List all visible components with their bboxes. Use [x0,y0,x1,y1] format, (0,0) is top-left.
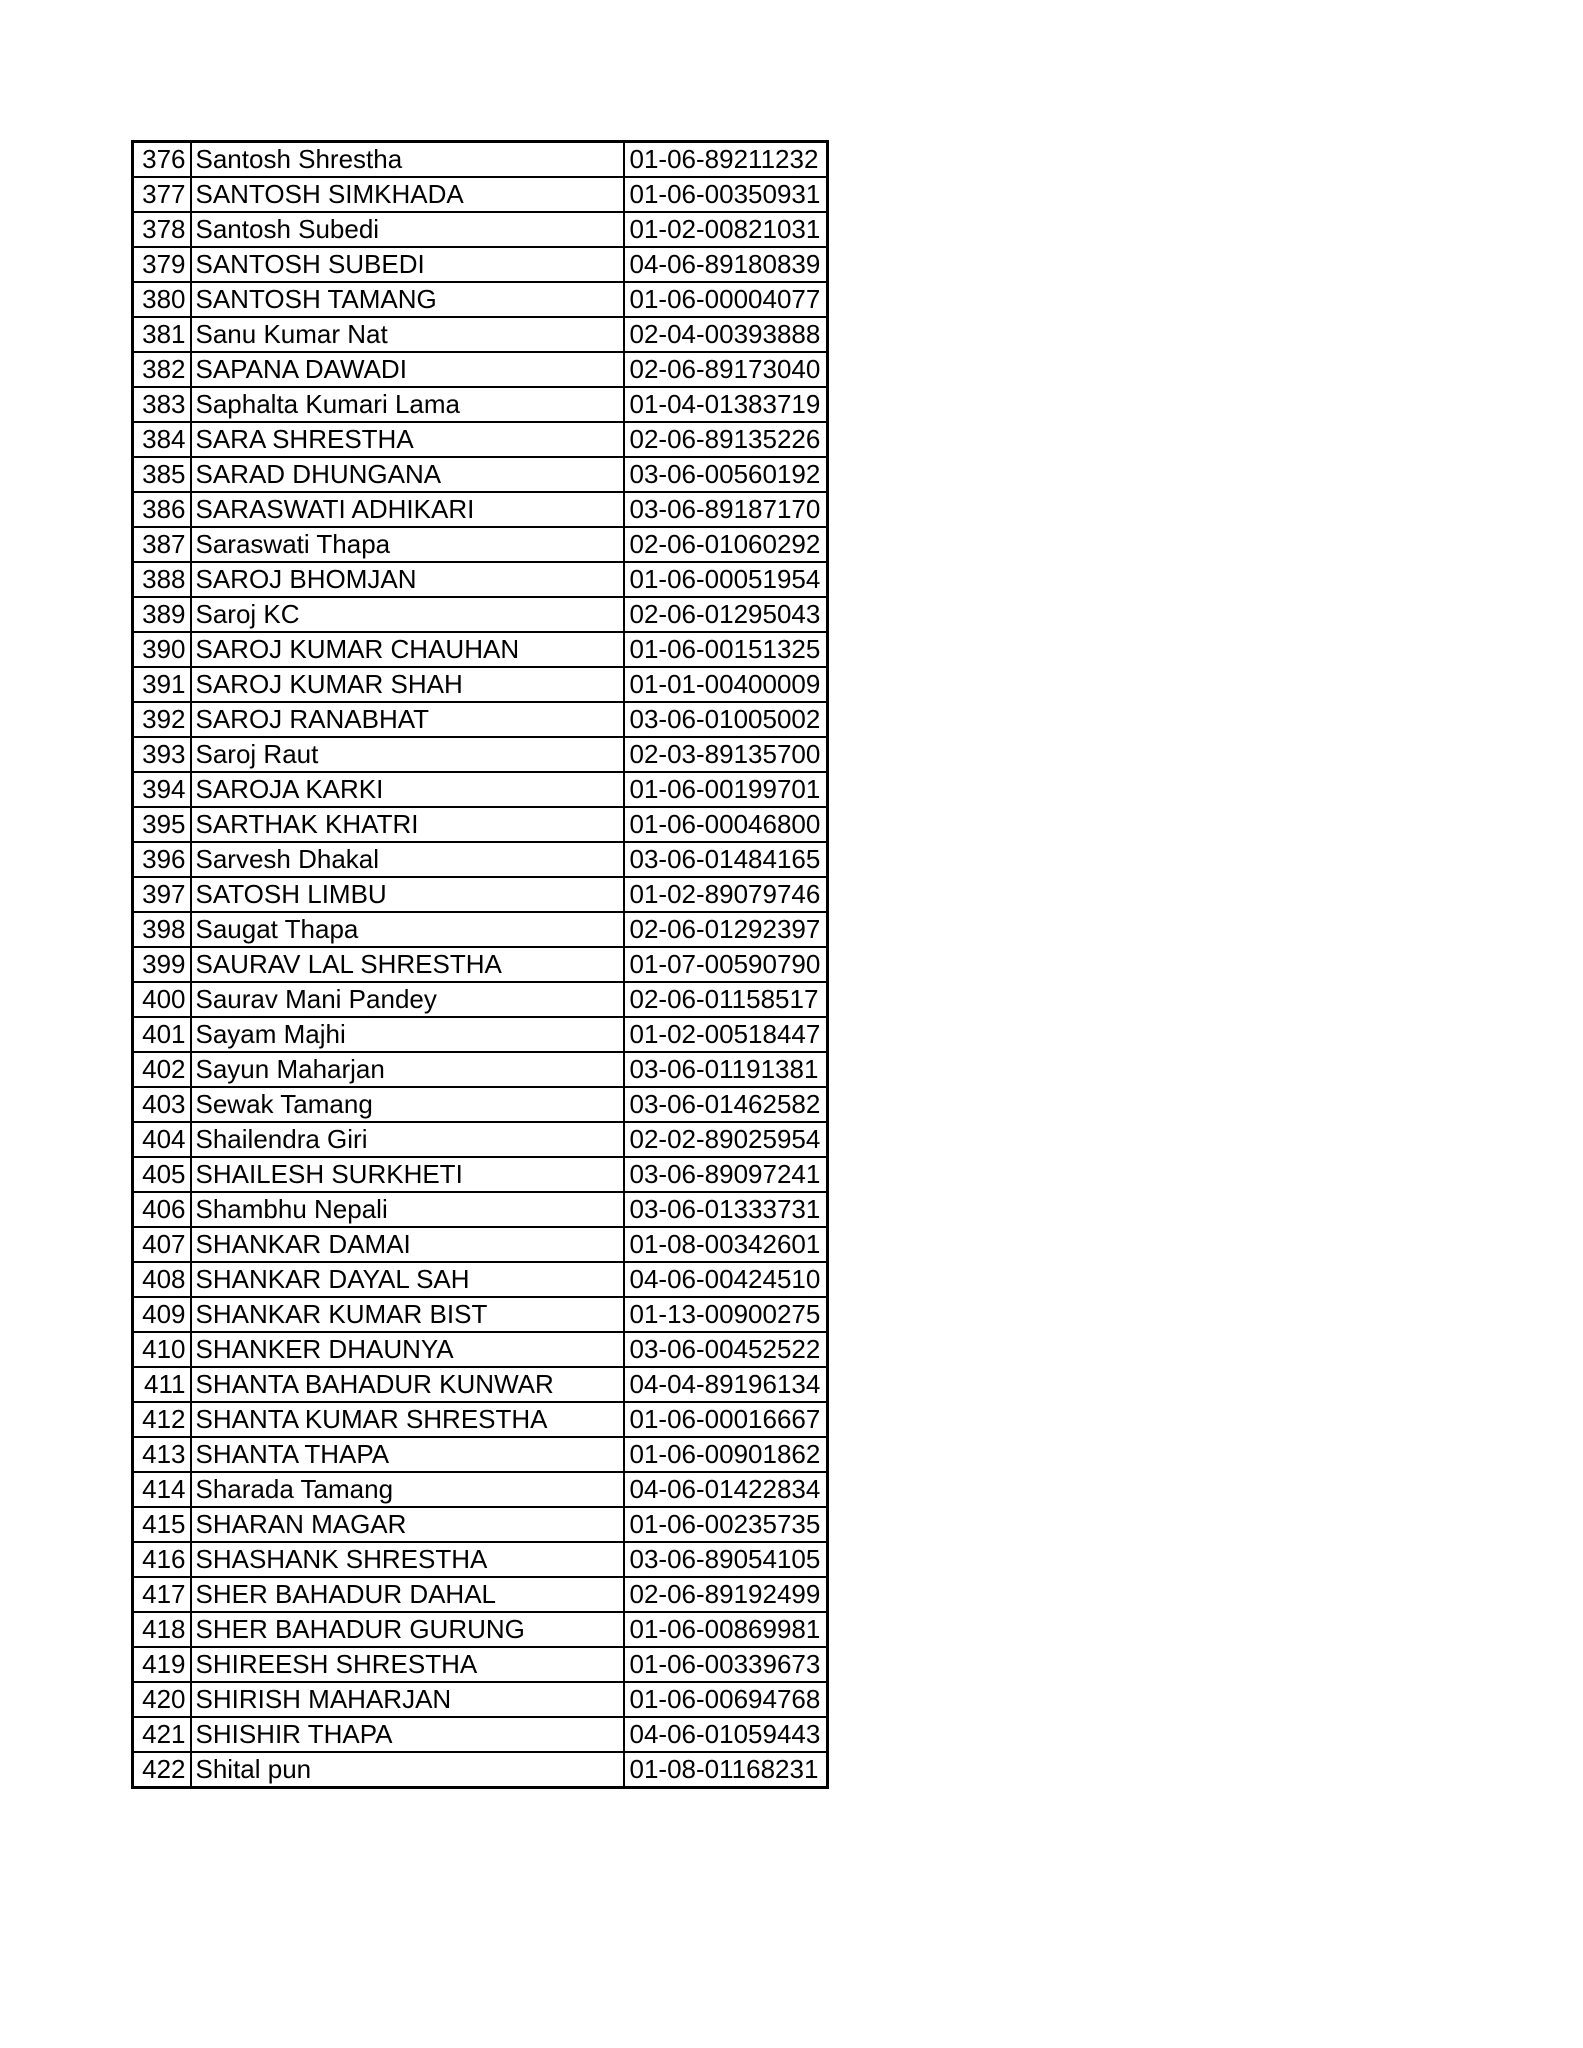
serial-number-cell: 405 [133,1157,191,1192]
table-row [133,1472,828,1507]
table-row [133,492,828,527]
table-row [133,597,828,632]
serial-number-cell: 415 [133,1507,191,1542]
person-name-cell: Shailendra Giri [191,1122,624,1157]
serial-number-cell: 383 [133,387,191,422]
table-row [133,1682,828,1717]
id-code-cell: 02-04-00393888 [624,317,828,352]
table-row [133,1122,828,1157]
person-name-cell: SHISHIR THAPA [191,1717,624,1752]
table-row [133,177,828,212]
id-code-cell: 01-08-00342601 [624,1227,828,1262]
person-name-cell: SATOSH LIMBU [191,877,624,912]
id-code-cell: 01-08-01168231 [624,1752,828,1788]
person-name-cell: SARASWATI ADHIKARI [191,492,624,527]
table-row [133,1647,828,1682]
person-name-cell: Sharada Tamang [191,1472,624,1507]
serial-number-cell: 410 [133,1332,191,1367]
table-row [133,562,828,597]
serial-number-cell: 386 [133,492,191,527]
table-row [133,1437,828,1472]
serial-number-cell: 406 [133,1192,191,1227]
person-name-cell: Saphalta Kumari Lama [191,387,624,422]
serial-number-cell: 421 [133,1717,191,1752]
serial-number-cell: 391 [133,667,191,702]
table-row [133,422,828,457]
table-row [133,247,828,282]
person-name-cell: SHARAN MAGAR [191,1507,624,1542]
id-code-cell: 04-06-00424510 [624,1262,828,1297]
id-code-cell: 03-06-01191381 [624,1052,828,1087]
serial-number-cell: 388 [133,562,191,597]
person-name-cell: SARAD DHUNGANA [191,457,624,492]
serial-number-cell: 376 [133,142,191,178]
person-name-cell: SAURAV LAL SHRESTHA [191,947,624,982]
id-code-cell: 01-06-00004077 [624,282,828,317]
id-code-cell: 01-06-00339673 [624,1647,828,1682]
table-row [133,1367,828,1402]
person-name-cell: Santosh Shrestha [191,142,624,178]
id-code-cell: 01-07-00590790 [624,947,828,982]
person-name-cell: SAPANA DAWADI [191,352,624,387]
id-code-cell: 04-06-01059443 [624,1717,828,1752]
person-name-cell: SHANTA KUMAR SHRESTHA [191,1402,624,1437]
serial-number-cell: 411 [133,1367,191,1402]
serial-number-cell: 380 [133,282,191,317]
person-name-cell: SHANTA BAHADUR KUNWAR [191,1367,624,1402]
person-name-cell: SHANKER DHAUNYA [191,1332,624,1367]
id-code-cell: 02-03-89135700 [624,737,828,772]
table-row [133,702,828,737]
person-name-cell: Saroj Raut [191,737,624,772]
id-code-cell: 03-06-01462582 [624,1087,828,1122]
serial-number-cell: 395 [133,807,191,842]
serial-number-cell: 401 [133,1017,191,1052]
id-code-cell: 01-02-00518447 [624,1017,828,1052]
serial-number-cell: 377 [133,177,191,212]
id-code-cell: 01-06-00199701 [624,772,828,807]
person-name-cell: SARTHAK KHATRI [191,807,624,842]
table-row [133,142,828,178]
id-code-cell: 01-06-89211232 [624,142,828,178]
id-code-cell: 02-06-89135226 [624,422,828,457]
serial-number-cell: 408 [133,1262,191,1297]
table-row [133,1717,828,1752]
person-name-cell: SANTOSH TAMANG [191,282,624,317]
person-name-cell: Saraswati Thapa [191,527,624,562]
serial-number-cell: 402 [133,1052,191,1087]
serial-number-cell: 418 [133,1612,191,1647]
id-code-cell: 03-06-00452522 [624,1332,828,1367]
id-code-cell: 01-06-00235735 [624,1507,828,1542]
serial-number-cell: 404 [133,1122,191,1157]
person-name-cell: Saurav Mani Pandey [191,982,624,1017]
id-code-cell: 03-06-00560192 [624,457,828,492]
person-name-cell: SAROJA KARKI [191,772,624,807]
person-name-cell: SHAILESH SURKHETI [191,1157,624,1192]
person-name-cell: SANTOSH SUBEDI [191,247,624,282]
person-name-cell: Saugat Thapa [191,912,624,947]
id-code-cell: 01-01-00400009 [624,667,828,702]
serial-number-cell: 378 [133,212,191,247]
person-name-cell: Sewak Tamang [191,1087,624,1122]
person-name-cell: SHIREESH SHRESTHA [191,1647,624,1682]
table-row [133,317,828,352]
serial-number-cell: 417 [133,1577,191,1612]
person-name-cell: Sayam Majhi [191,1017,624,1052]
id-code-cell: 03-06-01484165 [624,842,828,877]
id-code-cell: 01-06-00151325 [624,632,828,667]
table-row [133,282,828,317]
serial-number-cell: 394 [133,772,191,807]
table-row [133,1402,828,1437]
id-code-cell: 01-06-00350931 [624,177,828,212]
id-code-cell: 02-06-01158517 [624,982,828,1017]
id-code-cell: 03-06-89054105 [624,1542,828,1577]
table-row [133,1612,828,1647]
table-row [133,1332,828,1367]
id-code-cell: 03-06-89187170 [624,492,828,527]
table-row [133,352,828,387]
person-name-cell: Sanu Kumar Nat [191,317,624,352]
id-code-cell: 01-06-00869981 [624,1612,828,1647]
id-code-cell: 01-04-01383719 [624,387,828,422]
serial-number-cell: 397 [133,877,191,912]
serial-number-cell: 420 [133,1682,191,1717]
serial-number-cell: 403 [133,1087,191,1122]
serial-number-cell: 390 [133,632,191,667]
serial-number-cell: 381 [133,317,191,352]
person-name-cell: SHANKAR DAYAL SAH [191,1262,624,1297]
serial-number-cell: 379 [133,247,191,282]
table-row [133,877,828,912]
serial-number-cell: 396 [133,842,191,877]
table-row [133,387,828,422]
serial-number-cell: 387 [133,527,191,562]
id-code-cell: 03-06-89097241 [624,1157,828,1192]
table-row [133,1017,828,1052]
serial-number-cell: 392 [133,702,191,737]
person-name-cell: Sayun Maharjan [191,1052,624,1087]
table-row [133,1542,828,1577]
table-row [133,667,828,702]
id-code-cell: 03-06-01333731 [624,1192,828,1227]
id-code-cell: 03-06-01005002 [624,702,828,737]
id-code-cell: 01-06-00051954 [624,562,828,597]
serial-number-cell: 416 [133,1542,191,1577]
person-name-cell: SAROJ RANABHAT [191,702,624,737]
serial-number-cell: 384 [133,422,191,457]
serial-number-cell: 422 [133,1752,191,1788]
id-code-cell: 01-13-00900275 [624,1297,828,1332]
table-row [133,1227,828,1262]
name-list-body [133,142,828,1788]
id-code-cell: 02-06-01295043 [624,597,828,632]
person-name-cell: Shital pun [191,1752,624,1788]
serial-number-cell: 393 [133,737,191,772]
table-row [133,982,828,1017]
table-row [133,212,828,247]
table-row [133,1297,828,1332]
table-row [133,1192,828,1227]
serial-number-cell: 409 [133,1297,191,1332]
table-row [133,947,828,982]
person-name-cell: SARA SHRESTHA [191,422,624,457]
table-row [133,632,828,667]
person-name-cell: SAROJ BHOMJAN [191,562,624,597]
id-code-cell: 01-06-00016667 [624,1402,828,1437]
serial-number-cell: 407 [133,1227,191,1262]
id-code-cell: 02-06-01060292 [624,527,828,562]
id-code-cell: 02-02-89025954 [624,1122,828,1157]
serial-number-cell: 412 [133,1402,191,1437]
person-name-cell: Shambhu Nepali [191,1192,624,1227]
table-row [133,912,828,947]
serial-number-cell: 414 [133,1472,191,1507]
table-row [133,1752,828,1788]
person-name-cell: SHANKAR KUMAR BIST [191,1297,624,1332]
table-row [133,772,828,807]
serial-number-cell: 419 [133,1647,191,1682]
name-list-table [131,140,829,1789]
serial-number-cell: 399 [133,947,191,982]
table-row [133,737,828,772]
person-name-cell: SHER BAHADUR DAHAL [191,1577,624,1612]
table-row [133,1262,828,1297]
person-name-cell: SHIRISH MAHARJAN [191,1682,624,1717]
id-code-cell: 01-06-00901862 [624,1437,828,1472]
table-row [133,527,828,562]
person-name-cell: SHASHANK SHRESTHA [191,1542,624,1577]
table-row [133,1087,828,1122]
table-row [133,807,828,842]
table-row [133,457,828,492]
id-code-cell: 02-06-01292397 [624,912,828,947]
table-row [133,842,828,877]
serial-number-cell: 413 [133,1437,191,1472]
id-code-cell: 01-02-00821031 [624,212,828,247]
person-name-cell: SHANKAR DAMAI [191,1227,624,1262]
table-row [133,1052,828,1087]
id-code-cell: 04-06-01422834 [624,1472,828,1507]
person-name-cell: SHER BAHADUR GURUNG [191,1612,624,1647]
table-row [133,1507,828,1542]
id-code-cell: 02-06-89192499 [624,1577,828,1612]
id-code-cell: 01-06-00046800 [624,807,828,842]
person-name-cell: SAROJ KUMAR CHAUHAN [191,632,624,667]
serial-number-cell: 398 [133,912,191,947]
id-code-cell: 04-04-89196134 [624,1367,828,1402]
id-code-cell: 04-06-89180839 [624,247,828,282]
id-code-cell: 01-02-89079746 [624,877,828,912]
person-name-cell: SHANTA THAPA [191,1437,624,1472]
serial-number-cell: 385 [133,457,191,492]
person-name-cell: Sarvesh Dhakal [191,842,624,877]
person-name-cell: Santosh Subedi [191,212,624,247]
id-code-cell: 02-06-89173040 [624,352,828,387]
person-name-cell: SANTOSH SIMKHADA [191,177,624,212]
person-name-cell: Saroj KC [191,597,624,632]
serial-number-cell: 389 [133,597,191,632]
serial-number-cell: 382 [133,352,191,387]
table-row [133,1157,828,1192]
person-name-cell: SAROJ KUMAR SHAH [191,667,624,702]
table-row [133,1577,828,1612]
id-code-cell: 01-06-00694768 [624,1682,828,1717]
serial-number-cell: 400 [133,982,191,1017]
